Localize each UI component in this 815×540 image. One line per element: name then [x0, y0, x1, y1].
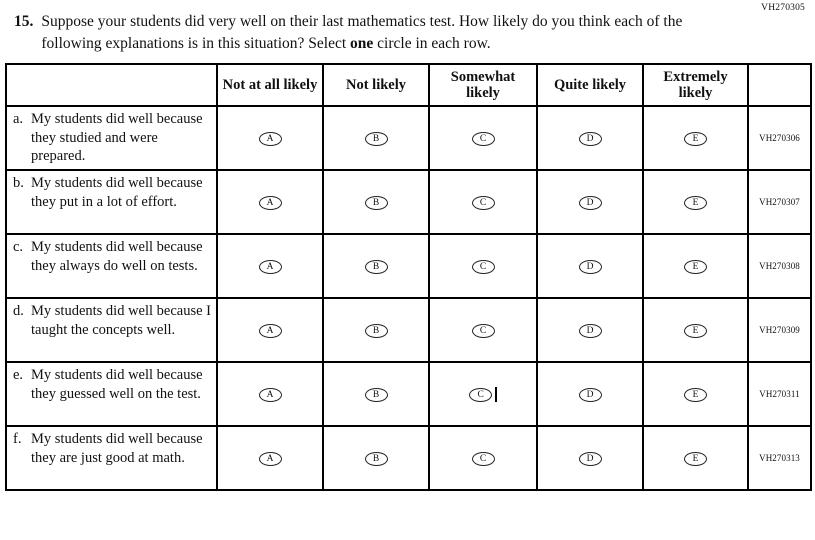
bubble-b-extremely[interactable]: E	[684, 196, 707, 210]
row-e-letter: e.	[13, 367, 24, 384]
header-code-column	[748, 64, 811, 106]
row-b-label-cell	[6, 170, 217, 234]
row-e-text: My students did well because they guessed well on the test.	[31, 367, 203, 402]
row-f-cell-somewhat	[429, 426, 537, 490]
header-not-likely: Not likely	[323, 64, 429, 106]
bubble-b-somewhat[interactable]: C	[472, 196, 495, 210]
row-e-code: VH270311	[748, 362, 811, 426]
row-b-cell-not-at-all	[217, 170, 323, 234]
bubble-f-extremely[interactable]: E	[684, 452, 707, 466]
row-f-cell-not-likely	[323, 426, 429, 490]
row-f-text: My students did well because they are just good at math.	[31, 431, 203, 466]
bubble-f-somewhat[interactable]: C	[472, 452, 495, 466]
bubble-f-not-likely[interactable]: B	[365, 452, 388, 466]
row-c-text: My students did well because they always do well on tests.	[31, 239, 203, 274]
row-c-letter: c.	[13, 239, 24, 256]
question-text-emphasis: one	[350, 34, 374, 52]
row-a-cell-somewhat	[429, 106, 537, 170]
bubble-d-quite[interactable]: D	[579, 324, 602, 338]
row-f-label-cell	[6, 426, 217, 490]
row-e-label-cell	[6, 362, 217, 426]
row-e-cell-not-at-all	[217, 362, 323, 426]
question-block	[0, 0, 815, 63]
bubble-f-quite[interactable]: D	[579, 452, 602, 466]
header-extremely-likely: Extremely likely	[643, 64, 748, 106]
bubble-a-extremely[interactable]: E	[684, 132, 707, 146]
bubble-d-not-at-all[interactable]: A	[259, 324, 282, 338]
bubble-e-not-likely[interactable]: B	[365, 388, 388, 402]
bubble-e-quite[interactable]: D	[579, 388, 602, 402]
question-number: 15.	[14, 13, 34, 30]
bubble-a-not-likely[interactable]: B	[365, 132, 388, 146]
header-somewhat-likely: Somewhat likely	[429, 64, 537, 106]
row-b-cell-not-likely	[323, 170, 429, 234]
header-not-at-all-likely: Not at all likely	[217, 64, 323, 106]
bubble-c-quite[interactable]: D	[579, 260, 602, 274]
bubble-a-not-at-all[interactable]: A	[259, 132, 282, 146]
header-quite-likely: Quite likely	[537, 64, 643, 106]
row-c-label-cell	[6, 234, 217, 298]
bubble-d-not-likely[interactable]: B	[365, 324, 388, 338]
bubble-a-somewhat[interactable]: C	[472, 132, 495, 146]
row-d-cell-not-likely	[323, 298, 429, 362]
row-f-code: VH270313	[748, 426, 811, 490]
row-b-cell-somewhat	[429, 170, 537, 234]
bubble-d-extremely[interactable]: E	[684, 324, 707, 338]
row-a-cell-not-likely	[323, 106, 429, 170]
bubble-c-not-at-all[interactable]: A	[259, 260, 282, 274]
bubble-f-not-at-all[interactable]: A	[259, 452, 282, 466]
row-e-cell-quite	[537, 362, 643, 426]
question-text	[41, 11, 696, 54]
bubble-e-extremely[interactable]: E	[684, 388, 707, 402]
row-d-code: VH270309	[748, 298, 811, 362]
row-a-label-cell	[6, 106, 217, 170]
row-b-text: My students did well because they put in a lot of effort.	[31, 175, 203, 210]
row-d-cell-quite	[537, 298, 643, 362]
row-a-code: VH270306	[748, 106, 811, 170]
likert-table	[5, 63, 812, 491]
row-c-cell-not-likely	[323, 234, 429, 298]
bubble-c-not-likely[interactable]: B	[365, 260, 388, 274]
row-c-cell-not-at-all	[217, 234, 323, 298]
header-empty	[6, 64, 217, 106]
bubble-e-not-at-all[interactable]: A	[259, 388, 282, 402]
row-d-cell-extremely	[643, 298, 748, 362]
question-text-after: circle in each row.	[373, 34, 491, 52]
bubble-b-quite[interactable]: D	[579, 196, 602, 210]
row-e-cell-extremely	[643, 362, 748, 426]
row-a-letter: a.	[13, 111, 24, 128]
row-b-cell-extremely	[643, 170, 748, 234]
row-c-cell-quite	[537, 234, 643, 298]
table-row-e	[6, 362, 811, 426]
row-c-code: VH270308	[748, 234, 811, 298]
table-row-f	[6, 426, 811, 490]
row-a-cell-quite	[537, 106, 643, 170]
table-row-b	[6, 170, 811, 234]
row-f-cell-extremely	[643, 426, 748, 490]
bubble-a-quite[interactable]: D	[579, 132, 602, 146]
row-b-code: VH270307	[748, 170, 811, 234]
header-row	[6, 64, 811, 106]
row-b-letter: b.	[13, 175, 24, 192]
row-a-cell-not-at-all	[217, 106, 323, 170]
row-c-cell-extremely	[643, 234, 748, 298]
row-c-cell-somewhat	[429, 234, 537, 298]
bubble-c-extremely[interactable]: E	[684, 260, 707, 274]
page-code: VH270305	[761, 3, 805, 13]
row-d-label-cell	[6, 298, 217, 362]
text-cursor	[495, 387, 497, 402]
bubble-d-somewhat[interactable]: C	[472, 324, 495, 338]
row-d-text: My students did well because I taught the concepts well.	[31, 303, 212, 338]
row-f-letter: f.	[13, 431, 22, 448]
row-a-cell-extremely	[643, 106, 748, 170]
row-d-cell-not-at-all	[217, 298, 323, 362]
table-row-a	[6, 106, 811, 170]
row-b-cell-quite	[537, 170, 643, 234]
row-e-cell-somewhat	[429, 362, 537, 426]
bubble-b-not-at-all[interactable]: A	[259, 196, 282, 210]
question-text-before: Suppose your students did very well on their last mathematics test. How likely do you think each of the following explanations is in this situation? Select	[41, 13, 683, 52]
row-d-cell-somewhat	[429, 298, 537, 362]
row-e-cell-not-likely	[323, 362, 429, 426]
row-f-cell-quite	[537, 426, 643, 490]
bubble-e-somewhat[interactable]: C	[469, 388, 492, 402]
row-f-cell-not-at-all	[217, 426, 323, 490]
table-row-c	[6, 234, 811, 298]
bubble-c-somewhat[interactable]: C	[472, 260, 495, 274]
row-d-letter: d.	[13, 303, 24, 320]
row-a-text: My students did well because they studied and were prepared.	[31, 111, 203, 165]
bubble-b-not-likely[interactable]: B	[365, 196, 388, 210]
table-row-d	[6, 298, 811, 362]
